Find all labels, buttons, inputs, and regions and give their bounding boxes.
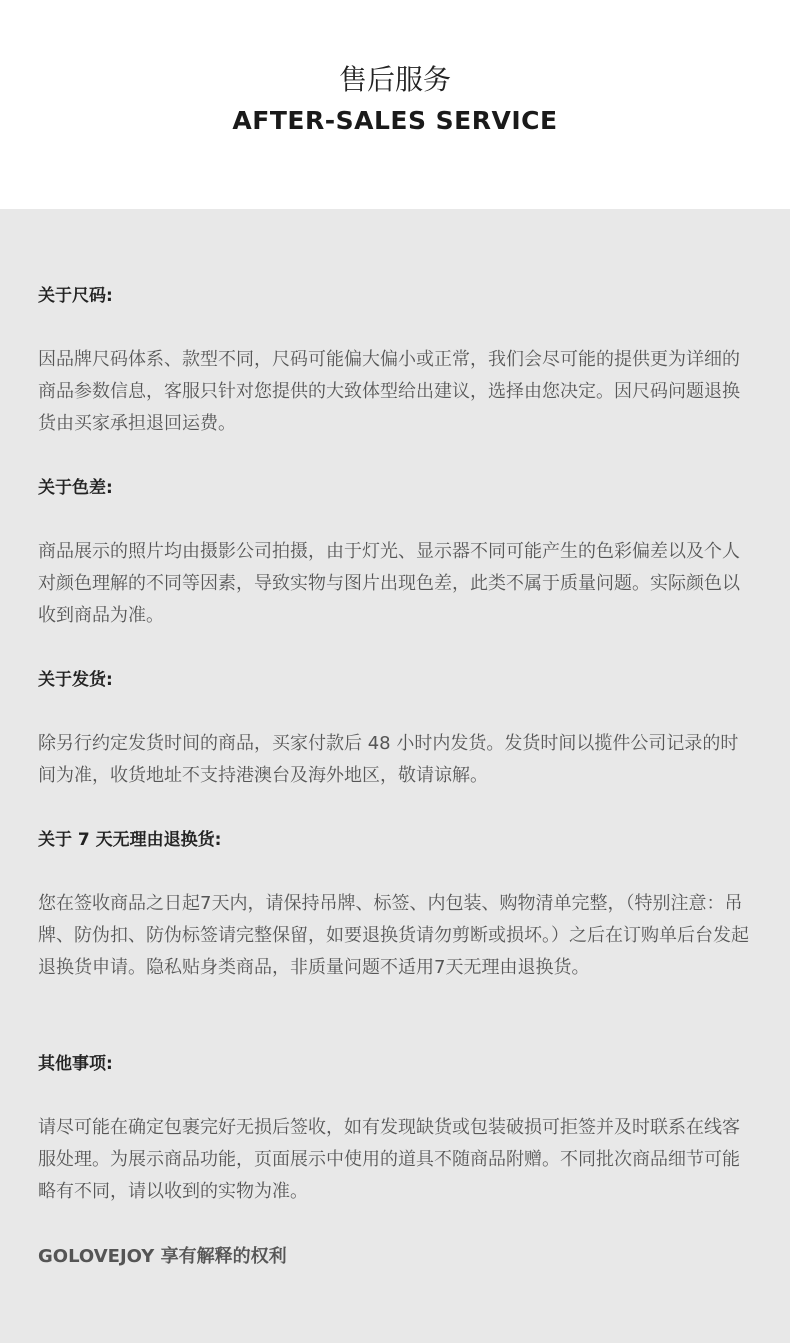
section-title: 关于发货: (38, 670, 113, 690)
brand-rights-note: GOLOVEJOY 享有解释的权利 (38, 1246, 287, 1267)
section-title: 关于色差: (38, 478, 113, 498)
section-returns (38, 828, 750, 984)
page-header (0, 0, 790, 209)
page-title-cn: 售后服务 (338, 63, 451, 96)
section-size (38, 284, 750, 440)
section-title: 其他事项: (38, 1054, 113, 1074)
section-body: 您在签收商品之日起7天内，请保持吊牌、标签、内包装、购物清单完整，（特别注意：吊牌、防伪扣、防伪标签请完整保留，如要退换货请勿剪断或损坏。）之后在订购单后台发起退换货申请。隐私贴身类商品，非质量问题不适用7天无理由退换货。 (38, 893, 749, 978)
page-title-en: AFTER-SALES SERVICE (232, 106, 558, 135)
section-other (38, 1052, 750, 1208)
section-body: 除另行约定发货时间的商品，买家付款后 48 小时内发货。发货时间以揽件公司记录的时间为准，收货地址不支持港澳台及海外地区，敬请谅解。 (38, 733, 739, 786)
section-shipping (38, 668, 750, 792)
section-body: 因品牌尺码体系、款型不同，尺码可能偏大偏小或正常，我们会尽可能的提供更为详细的商品参数信息，客服只针对您提供的大致体型给出建议，选择由您决定。因尺码问题退换货由买家承担退回运费。 (38, 349, 740, 434)
section-title: 关于尺码: (38, 286, 113, 306)
content-panel (0, 209, 790, 1343)
section-color (38, 476, 750, 632)
section-body: 商品展示的照片均由摄影公司拍摄，由于灯光、显示器不同可能产生的色彩偏差以及个人对颜色理解的不同等因素，导致实物与图片出现色差，此类不属于质量问题。实际颜色以收到商品为准。 (38, 541, 740, 626)
section-title: 关于 7 天无理由退换货: (38, 830, 222, 850)
section-body: 请尽可能在确定包裹完好无损后签收，如有发现缺货或包装破损可拒签并及时联系在线客服处理。为展示商品功能，页面展示中使用的道具不随商品附赠。不同批次商品细节可能略有不同，请以收到的实物为准。 (38, 1117, 740, 1202)
